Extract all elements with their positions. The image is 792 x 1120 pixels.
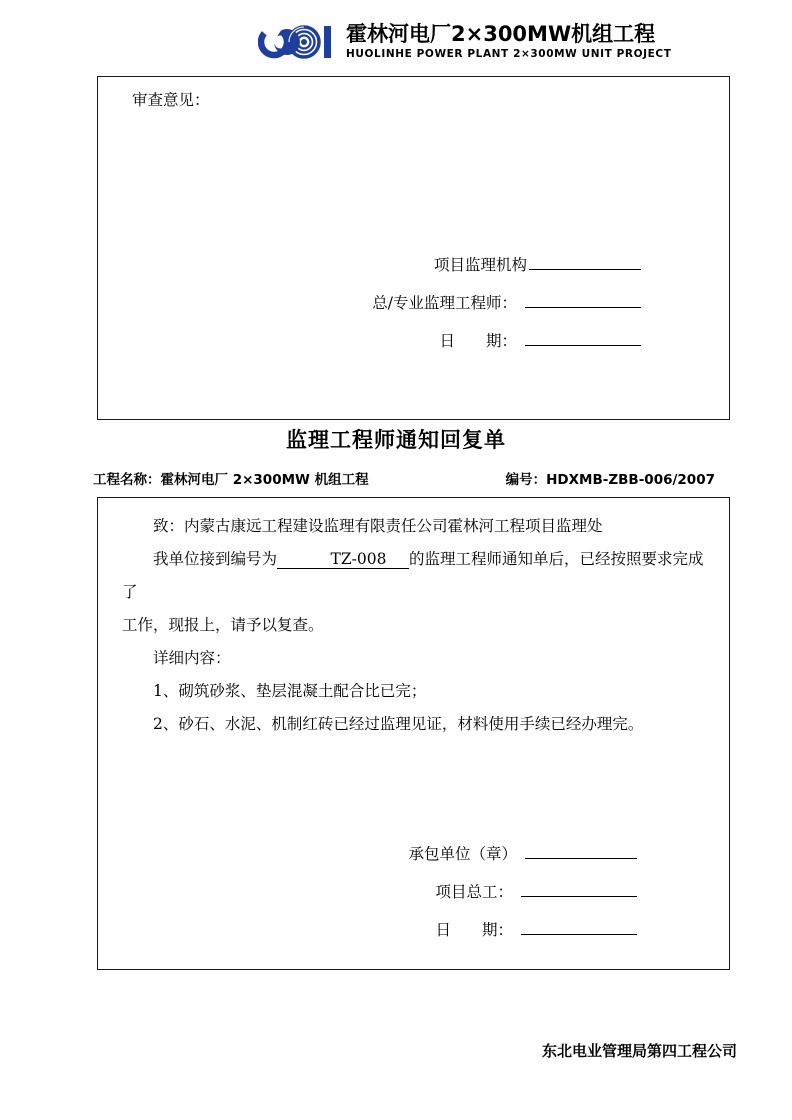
signature-line[interactable] bbox=[525, 844, 637, 859]
contractor-signature-block bbox=[408, 842, 637, 940]
received-line-2: 工作，现报上，请予以复查。 bbox=[122, 616, 324, 634]
form-meta-row bbox=[93, 468, 733, 488]
received-prefix: 我单位接到编号为 bbox=[153, 550, 278, 568]
header-title-english: HUOLINHE POWER PLANT 2×300MW UNIT PROJECT bbox=[346, 48, 672, 61]
signature-row-supervision-org bbox=[372, 253, 641, 275]
addressee-line: 致：内蒙古康远工程建设监理有限责任公司霍林河工程项目监理处 bbox=[153, 517, 603, 535]
header-title-chinese: 霍林河电厂2×300MW机组工程 bbox=[346, 22, 656, 47]
signature-line[interactable] bbox=[529, 255, 641, 270]
signature-line[interactable] bbox=[525, 293, 641, 308]
detail-item: 2、砂石、水泥、机制红砖已经过监理见证，材料使用手续已经办理完。 bbox=[153, 715, 644, 733]
form-number-label: 编号：HDXMB-ZBB-006/2007 bbox=[505, 472, 715, 488]
reply-form-box bbox=[97, 497, 730, 970]
received-suffix: 的监理工程师通知单后，已经按照要求完成了 bbox=[122, 550, 704, 601]
signature-label: 项目总工： bbox=[435, 883, 513, 901]
signature-label: 项目监理机构 bbox=[433, 256, 527, 274]
page-title: 监理工程师通知回复单 bbox=[286, 427, 506, 452]
signature-label: 总/专业监理工程师： bbox=[372, 294, 517, 312]
reply-body bbox=[122, 510, 711, 741]
signature-row-contractor-seal bbox=[408, 842, 637, 864]
project-name-label: 工程名称：霍林河电厂 2×300MW 机组工程 bbox=[93, 472, 369, 488]
header-content bbox=[258, 22, 671, 62]
detail-item: 1、砌筑砂浆、垫层混凝土配合比已完； bbox=[153, 682, 427, 700]
signature-row-date bbox=[408, 918, 637, 940]
coi-spiral-logo-icon bbox=[258, 22, 336, 62]
signature-label: 日 期： bbox=[435, 921, 513, 939]
review-opinion-box bbox=[97, 76, 730, 420]
notice-number-field[interactable]: TZ-008 bbox=[277, 551, 409, 569]
page-header bbox=[0, 0, 792, 75]
signature-line[interactable] bbox=[521, 920, 637, 935]
signature-label: 承包单位（章） bbox=[408, 845, 517, 863]
footer-company: 东北电业管理局第四工程公司 bbox=[541, 1042, 737, 1060]
review-signature-block bbox=[372, 253, 641, 351]
received-notice-paragraph bbox=[122, 543, 711, 609]
signature-row-project-chief bbox=[408, 880, 637, 902]
detail-heading: 详细内容： bbox=[153, 649, 231, 667]
signature-label: 日 期： bbox=[439, 332, 517, 350]
header-title-group bbox=[346, 24, 671, 60]
signature-line[interactable] bbox=[525, 331, 641, 346]
signature-row-date bbox=[372, 329, 641, 351]
signature-row-chief-engineer bbox=[372, 291, 641, 313]
review-opinion-heading: 审查意见： bbox=[132, 91, 210, 109]
signature-line[interactable] bbox=[521, 882, 637, 897]
